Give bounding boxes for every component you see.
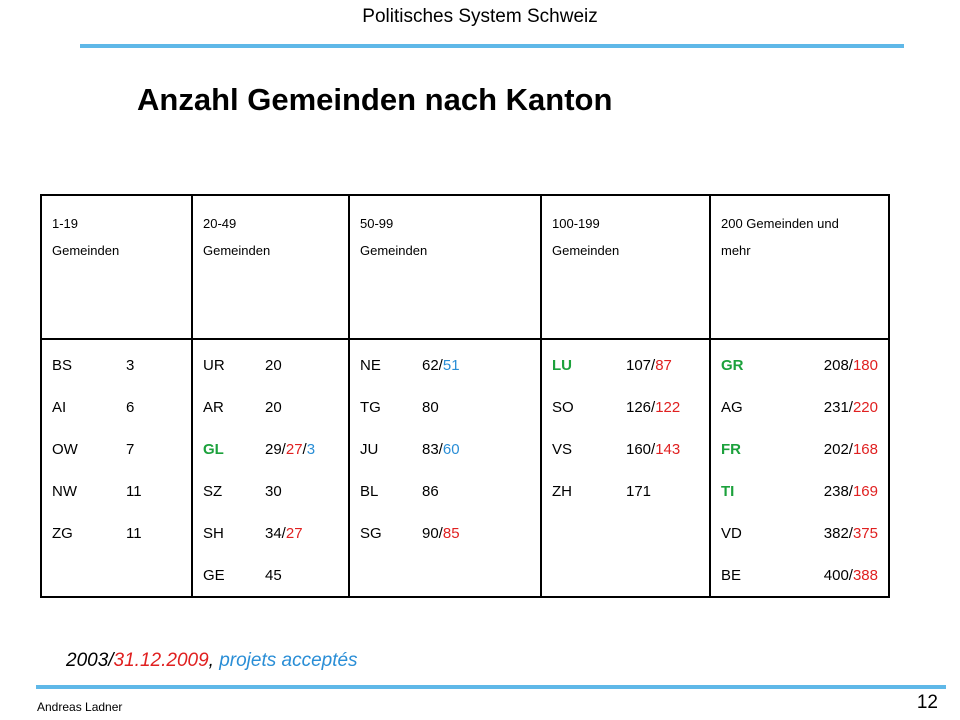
canton-abbr: BE	[721, 566, 742, 584]
count-2009: 168	[852, 440, 878, 458]
municipality-count: 3	[126, 356, 135, 374]
column-head-label: Gemeinden	[552, 243, 620, 258]
list-item	[360, 428, 530, 470]
canton-abbr: GR	[721, 356, 744, 374]
list-item	[552, 386, 699, 428]
municipality-count	[626, 441, 680, 458]
municipality-count	[626, 357, 672, 374]
count-2003: 126/	[626, 398, 656, 416]
count-2003: 29/	[265, 440, 286, 458]
canton-abbr: VS	[552, 440, 573, 458]
count-2009: 122	[655, 398, 681, 416]
count-2009: 87	[655, 356, 672, 374]
municipality-count: 20	[265, 398, 282, 416]
column-body-50-99	[349, 339, 541, 597]
list-item	[552, 344, 699, 386]
canton-abbr: NW	[52, 482, 77, 500]
count-2009: 27	[285, 524, 303, 542]
municipality-count	[265, 525, 303, 542]
column-body-100-199	[541, 339, 710, 597]
municipality-count	[422, 441, 460, 458]
list-item	[721, 512, 878, 554]
page-title: Anzahl Gemeinden nach Kanton	[137, 82, 613, 117]
column-head-1-19	[41, 195, 192, 339]
list-item	[721, 386, 878, 428]
column-body-20-49	[192, 339, 349, 597]
municipality-count: 11	[126, 524, 142, 542]
municipality-count: 45	[265, 566, 282, 584]
municipality-count: 30	[265, 482, 282, 500]
column-head-200-plus	[710, 195, 889, 339]
count-projects: 60	[442, 440, 460, 458]
count-2003: 202/	[823, 440, 853, 458]
municipality-count	[422, 525, 460, 542]
column-head-range: 50-99	[360, 216, 394, 231]
municipality-count	[775, 525, 878, 542]
cantons-table	[40, 194, 890, 598]
canton-abbr: UR	[203, 356, 225, 374]
municipality-count	[775, 567, 878, 584]
list-item	[360, 386, 530, 428]
list-item	[552, 470, 699, 512]
municipality-count	[265, 441, 315, 458]
count-separator: /	[302, 440, 307, 458]
column-head-label: Gemeinden	[203, 243, 271, 258]
count-2003: 400/	[823, 566, 853, 584]
list-item	[721, 554, 878, 596]
table-body-row	[41, 339, 889, 597]
count-2009: 169	[852, 482, 878, 500]
municipality-count	[775, 399, 878, 416]
column-head-range: 20-49	[203, 216, 237, 231]
canton-abbr: TG	[360, 398, 381, 416]
municipality-count: 20	[265, 356, 282, 374]
count-2003: 231/	[823, 398, 853, 416]
municipality-count	[775, 441, 878, 458]
count-2003: 238/	[823, 482, 853, 500]
canton-abbr: SH	[203, 524, 224, 542]
author: Andreas Ladner	[37, 700, 123, 714]
municipality-count	[775, 483, 878, 500]
column-head-20-49	[192, 195, 349, 339]
column-head-100-199	[541, 195, 710, 339]
list-item	[52, 470, 181, 512]
list-item	[203, 386, 338, 428]
canton-abbr: VD	[721, 524, 742, 542]
canton-abbr: TI	[721, 482, 735, 500]
column-head-label: Gemeinden	[52, 243, 120, 258]
count-2003: 160/	[626, 440, 656, 458]
footnote-separator: ,	[208, 650, 220, 671]
count-2009: 27	[285, 440, 303, 458]
legend-footnote	[66, 650, 358, 672]
count-2009: 375	[852, 524, 878, 542]
canton-abbr: JU	[360, 440, 379, 458]
count-2003: 34/	[265, 524, 286, 542]
list-item	[203, 470, 338, 512]
column-body-1-19	[41, 339, 192, 597]
municipality-count: 6	[126, 398, 135, 416]
municipality-count	[775, 357, 878, 374]
column-head-range: 1-19	[52, 216, 79, 231]
canton-abbr: SZ	[203, 482, 223, 500]
footnote-2009: 31.12.2009	[113, 650, 209, 671]
canton-abbr: SO	[552, 398, 574, 416]
canton-abbr: OW	[52, 440, 78, 458]
canton-abbr: AG	[721, 398, 743, 416]
count-2003: 107/	[626, 356, 656, 374]
count-2009: 143	[655, 440, 681, 458]
list-item	[721, 428, 878, 470]
count-2003: 62/	[422, 356, 443, 374]
municipality-count: 80	[422, 398, 439, 416]
canton-abbr: FR	[721, 440, 741, 458]
list-item	[52, 512, 181, 554]
count-projects: 3	[306, 440, 316, 458]
municipality-count: 11	[126, 482, 142, 500]
count-2009: 180	[852, 356, 878, 374]
list-item	[721, 344, 878, 386]
column-head-50-99	[349, 195, 541, 339]
canton-abbr: GE	[203, 566, 225, 584]
header-title: Politisches System Schweiz	[362, 6, 598, 27]
footnote-projects: projets acceptés	[219, 650, 358, 671]
municipality-count: 7	[126, 440, 135, 458]
municipality-count: 171	[626, 482, 652, 500]
header-rule	[80, 44, 904, 48]
list-item	[203, 344, 338, 386]
canton-abbr: SG	[360, 524, 382, 542]
list-item	[52, 344, 181, 386]
municipality-count	[422, 357, 460, 374]
list-item	[52, 386, 181, 428]
count-2009: 85	[442, 524, 460, 542]
list-item	[360, 344, 530, 386]
municipality-count: 86	[422, 482, 439, 500]
column-head-range: 200 Gemeinden und	[721, 216, 839, 231]
list-item	[203, 512, 338, 554]
canton-abbr: BL	[360, 482, 379, 500]
canton-abbr: LU	[552, 356, 572, 374]
canton-abbr: ZH	[552, 482, 572, 500]
list-item	[721, 470, 878, 512]
list-item	[52, 428, 181, 470]
count-2009: 220	[852, 398, 878, 416]
column-head-range: 100-199	[552, 216, 600, 231]
column-body-200-plus	[710, 339, 889, 597]
count-2003: 83/	[422, 440, 443, 458]
canton-abbr: GL	[203, 440, 224, 458]
table-header-row	[41, 195, 889, 339]
municipality-count	[626, 399, 680, 416]
canton-abbr: ZG	[52, 524, 73, 542]
list-item	[552, 428, 699, 470]
list-item	[360, 512, 530, 554]
count-2003: 90/	[422, 524, 443, 542]
list-item	[203, 554, 338, 596]
count-2009: 388	[852, 566, 878, 584]
canton-abbr: BS	[52, 356, 73, 374]
count-2003: 382/	[823, 524, 853, 542]
count-2003: 208/	[823, 356, 853, 374]
canton-abbr: AI	[52, 398, 67, 416]
list-item	[203, 428, 338, 470]
column-head-label: mehr	[721, 243, 751, 258]
canton-abbr: NE	[360, 356, 381, 374]
footer-rule	[36, 685, 946, 689]
page-number: 12	[916, 692, 938, 713]
column-head-label: Gemeinden	[360, 243, 428, 258]
canton-abbr: AR	[203, 398, 224, 416]
list-item	[360, 470, 530, 512]
footnote-2003: 2003/	[66, 650, 114, 671]
count-projects: 51	[442, 356, 460, 374]
